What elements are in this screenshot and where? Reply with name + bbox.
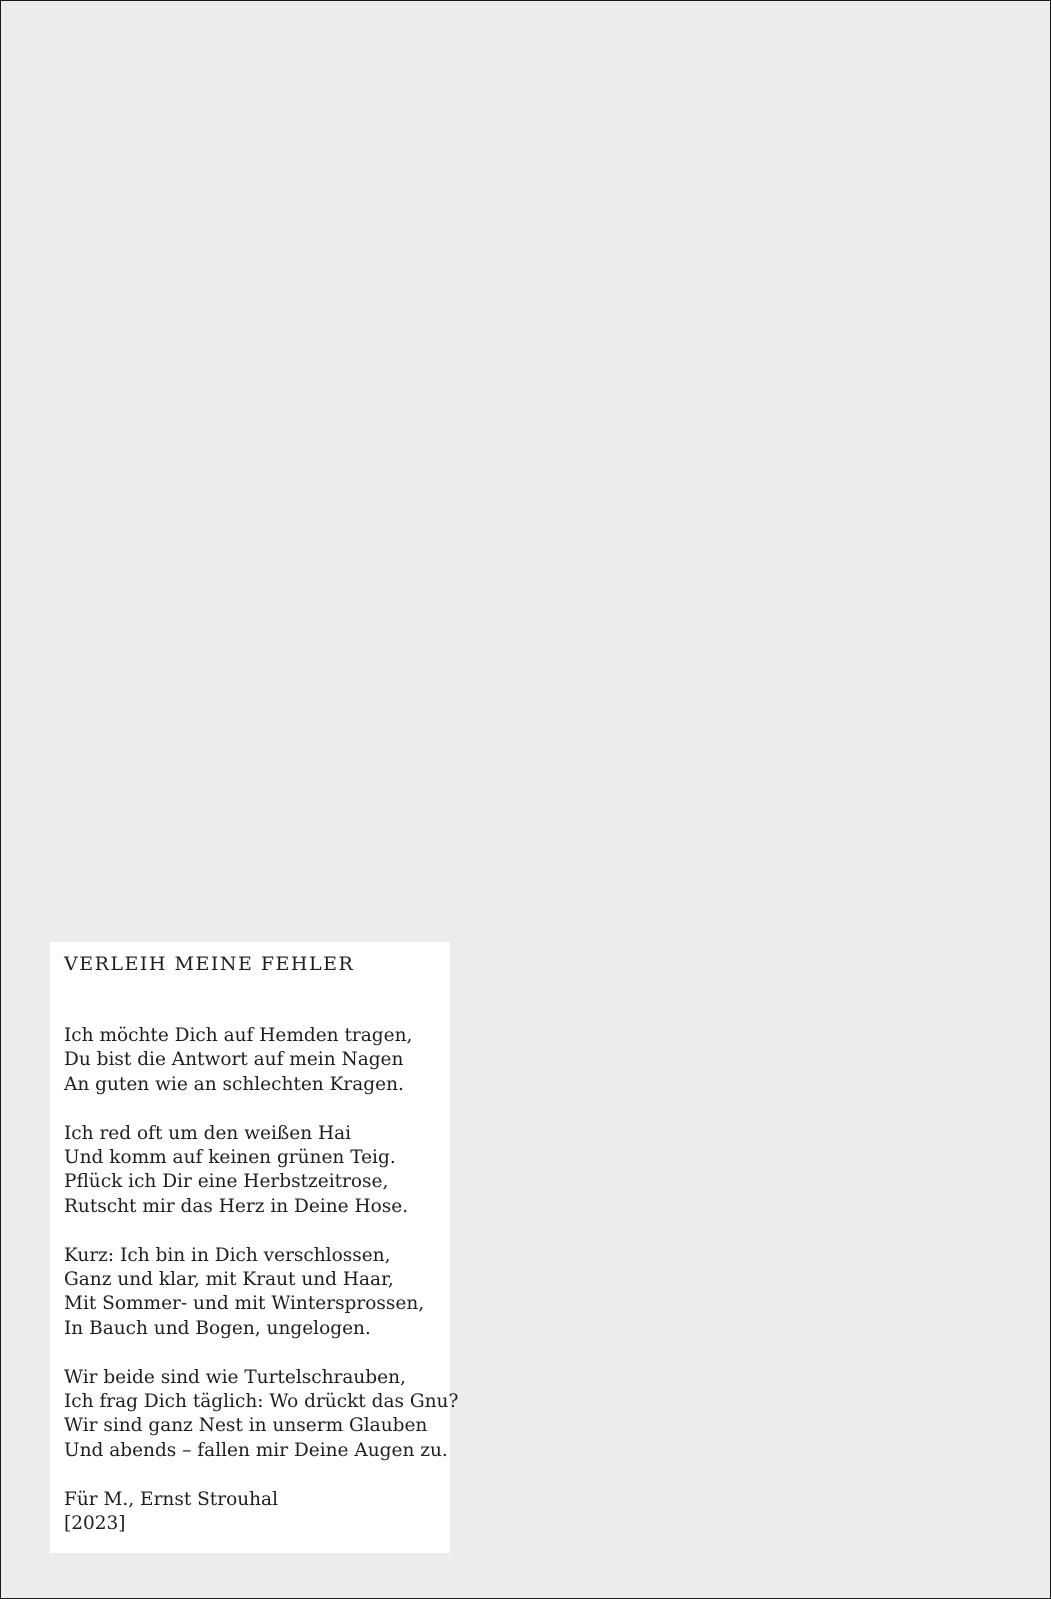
credit-year: [2023]: [64, 1513, 126, 1535]
stanza: [64, 1024, 436, 1097]
poem-line: In Bauch und Bogen, ungelogen.: [64, 1317, 371, 1339]
poem-credit: [64, 1488, 436, 1537]
stanza: [64, 1122, 436, 1220]
poem-card: [50, 942, 459, 1553]
poem-line: Mit Sommer- und mit Wintersprossen,: [64, 1293, 425, 1315]
poem-body: [64, 1024, 459, 1536]
poem-line: Wir sind ganz Nest in unserm Glauben: [64, 1415, 428, 1437]
poem-line: Kurz: Ich bin in Dich verschlossen,: [64, 1244, 391, 1266]
stanza: [64, 1244, 436, 1342]
poem-line: Und komm auf keinen grünen Teig.: [64, 1147, 396, 1169]
poem-line: Ich möchte Dich auf Hemden tragen,: [64, 1025, 413, 1046]
poem-line: An guten wie an schlechten Kragen.: [64, 1073, 404, 1095]
poem-line: Ganz und klar, mit Kraut und Haar,: [64, 1269, 394, 1291]
poem-line: Ich red oft um den weißen Hai: [64, 1122, 352, 1144]
poem-line: Rutscht mir das Herz in Deine Hose.: [64, 1195, 409, 1217]
poem-line: Du bist die Antwort auf mein Nagen: [64, 1049, 404, 1071]
poem-line: Pflück ich Dir eine Herbstzeitrose,: [64, 1171, 389, 1193]
poem-line: Ich frag Dich täglich: Wo drückt das Gnu?: [64, 1391, 459, 1413]
poem-line: Und abends – fallen mir Deine Augen zu.: [64, 1439, 448, 1461]
poem-title: VERLEIH MEINE FEHLER: [64, 953, 355, 975]
poem-line: Wir beide sind wie Turtelschrauben,: [64, 1366, 406, 1388]
stanza: [64, 1366, 459, 1464]
credit-author: Für M., Ernst Strouhal: [64, 1488, 278, 1510]
